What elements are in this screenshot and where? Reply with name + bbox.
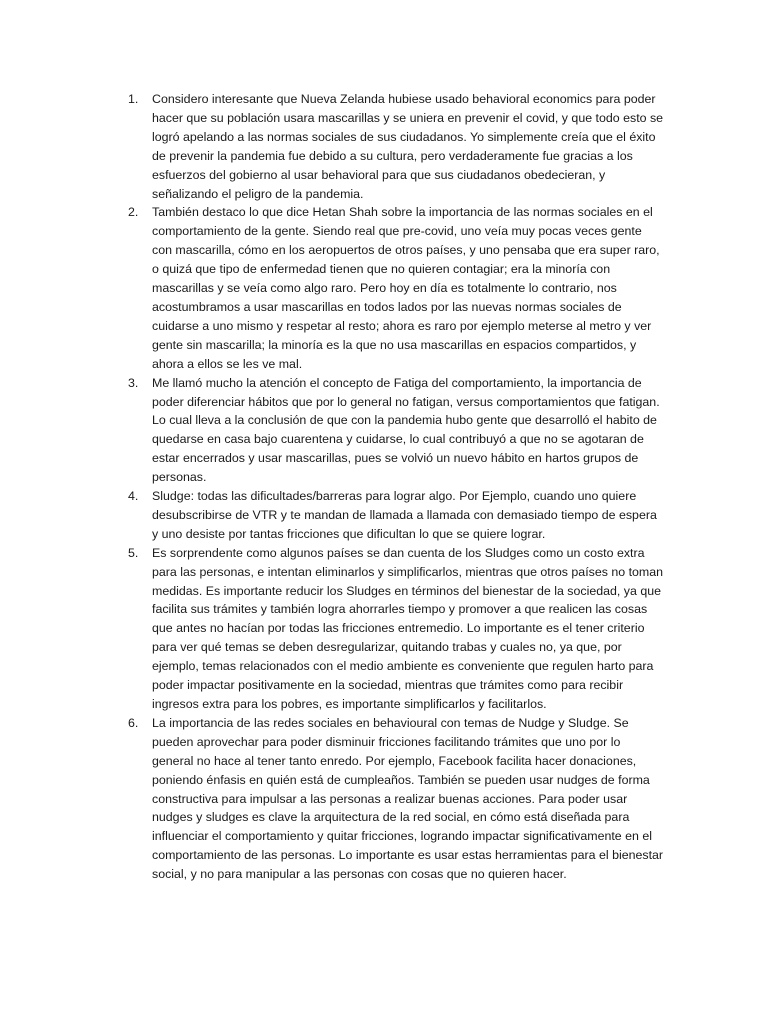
list-item-text: Es sorprendente como algunos países se dan cuenta de los Sludges como un costo extra para las personas, e intentan eliminarlos y simplificarlos, mientras que otros países no toman medidas. Es importante reducir los Sludges en términos del bienestar de la sociedad, ya que facilita sus trámites y también logra ahorrarles tiempo y promover a que realicen las cosas que antes no hacían por todas las fricciones entremedio. Lo importante es el tener criterio para ver qué temas se deben desregularizar, quitando trabas y cuales no, ya que, por ejemplo, temas relacionados con el medio ambiente es conveniente que regulen harto para poder impactar positivamente en la sociedad, mientras que trámites como para recibir ingresos extra para los pobres, es importante simplificarlos y facilitarlos. <box>152 545 664 711</box>
list-item <box>116 90 664 203</box>
numbered-list <box>116 90 664 884</box>
list-item-text: Considero interesante que Nueva Zelanda hubiese usado behavioral economics para poder hacer que su población usara mascarillas y se uniera en prevenir el covid, y que todo esto se logró apelando a las normas sociales de sus ciudadanos. Yo simplemente creía que el éxito de prevenir la pandemia fue debido a su cultura, pero verdaderamente fue gracias a los esfuerzos del gobierno al usar behavioral para que sus ciudadanos obedecieran, y señalizando el peligro de la pandemia. <box>152 92 664 201</box>
list-item-text: Me llamó mucho la atención el concepto de Fatiga del comportamiento, la importancia de poder diferenciar hábitos que por lo general no fatigan, versus comportamientos que fatigan. Lo cual lleva a la conclusión de que con la pandemia hubo gente que desarrolló el habito de quedarse en casa bajo cuarentena y cuidarse, lo cual contribuyó a que no se agotaran de estar encerrados y usar mascarillas, pues se volvió un nuevo hábito en hartos grupos de personas. <box>152 375 660 485</box>
list-item-number: 1. <box>128 92 139 106</box>
list-item <box>116 487 664 544</box>
list-item <box>116 714 664 884</box>
list-item-number: 2. <box>128 205 139 220</box>
list-item-number: 4. <box>128 489 139 504</box>
list-item-number: 3. <box>128 375 139 390</box>
list-item-text: La importancia de las redes sociales en behavioural con temas de Nudge y Sludge. Se pueden aprovechar para poder disminuir fricciones facilitando trámites que uno por lo general no hace al tener tanto enredo. Por ejemplo, Facebook facilita hacer donaciones, poniendo énfasis en quién está de cumpleaños. También se pueden usar nudges de forma constructiva para impulsar a las personas a realizar buenas acciones. Para poder usar nudges y sludges es clave la arquitectura de la red social, en cómo está diseñada para influenciar el comportamiento y quitar fricciones, logrando impactar significativamente en el comportamiento de las personas. Lo importante es usar estas herramientas para el bienestar social, y no para manipular a las personas con cosas que no quieren hacer. <box>152 715 664 882</box>
list-item-text: Sludge: todas las dificultades/barreras para lograr algo. Por Ejemplo, cuando uno quiere desubscribirse de VTR y te mandan de llamada a llamada con demasiado tiempo de espera y uno desiste por tantas fricciones que dificultan lo que se quiere lograr. <box>152 489 657 541</box>
list-item-text: También destaco lo que dice Hetan Shah sobre la importancia de las normas sociales en el comportamiento de la gente. Siendo real que pre-covid, uno veía muy pocas veces gente con mascarilla, cómo en los aeropuertos de otros países, y uno pensaba que era super raro, o quizá que tipo de enfermedad tienen que no quieren contagiar; era la minoría con mascarillas y se veía como algo raro. Pero hoy en día es totalmente lo contrario, nos acostumbramos a usar mascarillas en todos lados por las nuevas normas sociales de cuidarse a uno mismo y respetar al resto; ahora es raro por ejemplo meterse al metro y ver gente sin mascarilla; la minoría es la que no usa mascarillas en espacios compartidos, y ahora a ellos se les ve mal. <box>152 205 660 371</box>
list-item <box>116 544 664 714</box>
list-item <box>116 203 664 373</box>
list-item-number: 6. <box>128 715 139 730</box>
list-item <box>116 374 664 487</box>
list-item-number: 5. <box>128 545 139 560</box>
